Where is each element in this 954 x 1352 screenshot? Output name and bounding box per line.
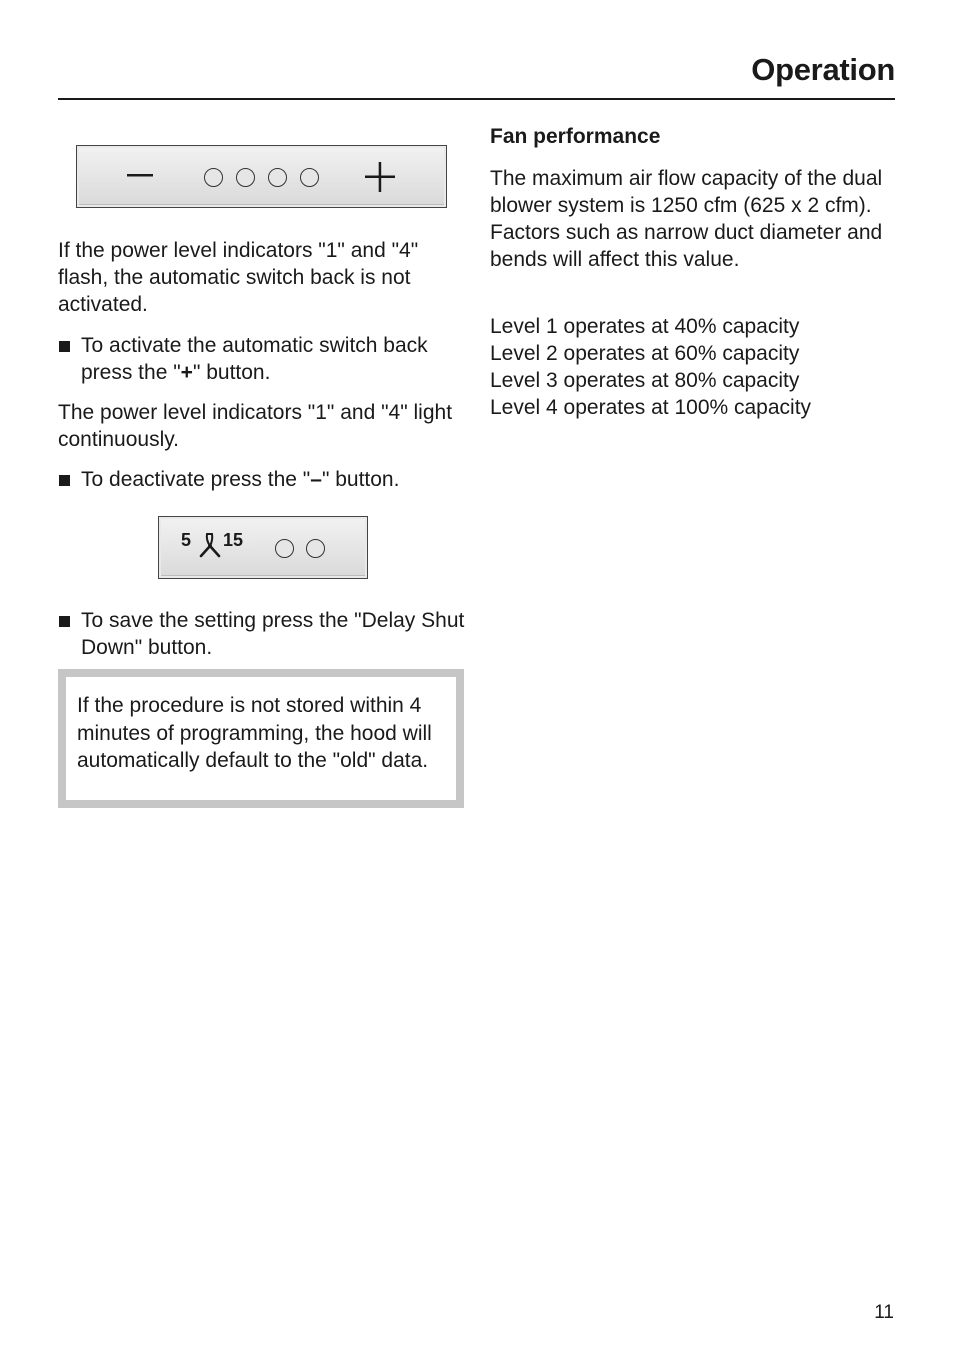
indicator-light-icon [275,539,294,558]
bullet-activate-text-pre: To activate the automatic switch back press the " [81,334,428,384]
level-item: Level 2 operates at 60% capacity [490,342,800,365]
note-text: If the procedure is not stored within 4 minutes of programming, the hood will automatically default to the "old" data. [77,694,432,772]
para-airflow: The maximum air flow capacity of the dual blower system is 1250 cfm (625 x 2 cfm). Factors such as narrow duct diameter and bends will affect this value. [490,167,883,271]
page-title: Operation [751,52,895,87]
indicator-light-icon [306,539,325,558]
bullet-deactivate [58,466,466,493]
bullet-save [58,607,466,661]
note-box [58,669,464,808]
levels-list [490,313,895,421]
fan-icon [195,532,225,560]
delay-5-label: 5 [181,530,192,550]
minus-symbol: – [310,468,322,491]
bullet-deactivate-text-post: " button. [321,468,400,491]
indicator-light-icon [236,168,255,187]
header-divider [58,98,895,100]
bullet-deactivate-text-pre: To deactivate press the " [81,468,311,491]
plus-symbol: + [180,361,193,384]
bullet-square-icon [59,475,70,486]
bullet-square-icon [59,616,70,627]
bullet-activate [58,332,466,386]
power-level-panel [76,145,447,208]
section-heading: Fan performance [490,125,661,148]
delay-15-label: 15 [223,530,244,550]
level-item: Level 3 operates at 80% capacity [490,369,800,392]
para-auto-switch-back: If the power level indicators "1" and "4" flash, the automatic switch back is not activated. [58,239,419,316]
para-indicators-continuous: The power level indicators "1" and "4" light continuously. [58,401,453,451]
delay-shutdown-panel [158,516,368,579]
indicator-light-icon [204,168,223,187]
bullet-square-icon [59,341,70,352]
level-item: Level 1 operates at 40% capacity [490,315,800,338]
indicator-light-icon [268,168,287,187]
minus-icon [127,174,153,178]
level-item: Level 4 operates at 100% capacity [490,396,812,419]
bullet-activate-text-post: " button. [192,361,271,384]
page-number: 11 [874,1302,894,1323]
plus-icon [365,162,395,192]
bullet-save-text: To save the setting press the "Delay Shut Down" button. [81,609,465,659]
indicator-light-icon [300,168,319,187]
